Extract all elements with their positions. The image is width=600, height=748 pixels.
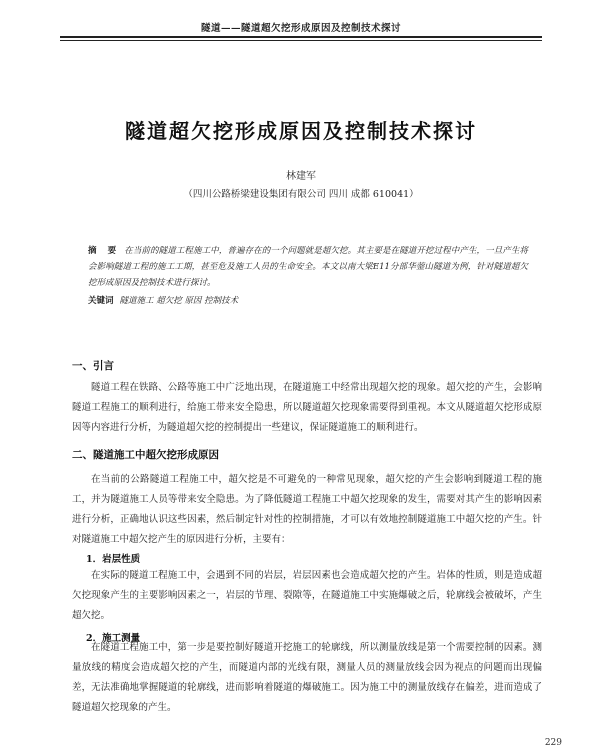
survey-paragraph: 在隧道工程施工中，第一步是要控制好隧道开挖施工的轮廓线，所以测量放线是第一个需要控制的因素。测量放线的精度会造成超欠挖的产生，而隧道内部的光线有限，测量人员的测量放线会因为视点的问题而出现偏差，无法准确地掌握隧道的轮廓线，进而影响着隧道的爆破施工。因为施工中的测量放线存在偏差，进而造成了隧道超欠挖现象的产生。 [72,642,542,713]
abstract-text: 在当前的隧道工程施工中，普遍存在的一个问题就是超欠挖。其主要是在隧道开挖过程中产生，一旦产生将会影响隧道工程的施工工期，甚至危及施工人员的生命安全。本文以南大梁E11分部华蓥山隧道为例，针对隧道超欠挖形成原因及控制技术进行探讨。 [88,246,528,288]
keywords-text: 隧道施工 超欠挖 原因 控制技术 [119,296,239,306]
abstract-label: 摘 要 [88,246,121,256]
page-number: 229 [544,738,562,748]
keywords [88,294,528,308]
intro-paragraph: 隧道工程在铁路、公路等施工中广泛地出现，在隧道施工中经常出现超欠挖的现象。超欠挖的产生，会影响隧道工程施工的顺利进行，给施工带来安全隐患，所以隧道超欠挖现象需要得到重视。本文从隧道超欠挖形成原因等内容进行分析，为隧道超欠挖的控制提出一些建议，保证隧道施工的顺利进行。 [72,382,542,433]
running-head: 隧道——隧道超欠挖形成原因及控制技术探讨 [200,23,401,34]
header-rule [60,36,542,38]
abstract [88,243,528,291]
subsection-heading-rock: 1．岩层性质 [86,554,141,565]
subsection-heading-survey: 2．施工测量 [86,633,141,644]
header-rule-thin [60,40,542,41]
affiliation: （四川公路桥梁建设集团有限公司 四川 成都 610041） [183,189,419,200]
section-heading-causes: 二、隧道施工中超欠挖形成原因 [72,449,219,461]
paper-title: 隧道超欠挖形成原因及控制技术探讨 [125,119,477,143]
causes-intro-paragraph: 在当前的公路隧道工程施工中，超欠挖是不可避免的一种常见现象，超欠挖的产生会影响到隧道工程的施工，并为隧道施工人员等带来安全隐患。为了降低隧道工程施工中超欠挖现象的发生，需要对其产生的影响因素进行分析，正确地认识这些因素，然后制定针对性的控制措施，才可以有效地控制隧道施工中超欠挖的产生。针对隧道施工中超欠挖产生的原因进行分析，主要有： [72,474,542,545]
section-heading-intro: 一、引言 [72,360,114,372]
rock-paragraph: 在实际的隧道工程施工中，会遇到不同的岩层，岩层因素也会造成超欠挖的产生。岩体的性质，则是造成超欠挖现象产生的主要影响因素之一，岩层的节理、裂隙等，在隧道施工中实施爆破之后，轮廓线会被破坏，产生超欠挖。 [72,570,542,621]
keywords-label: 关键词 [88,296,114,306]
author: 林建军 [286,171,316,182]
